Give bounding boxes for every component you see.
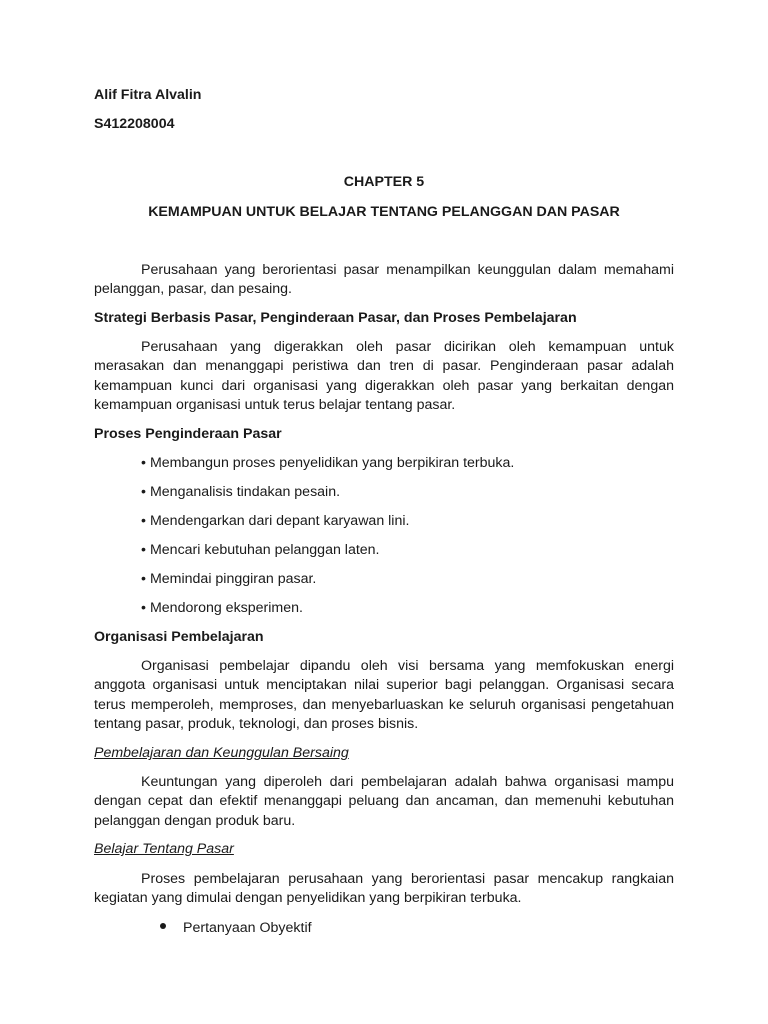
- list-item: Pertanyaan Obyektif: [160, 920, 312, 936]
- document-page: [94, 0, 674, 1024]
- learning-market-paragraph: Proses pembelajaran perusahaan yang berorientasi pasar mencakup rangkaian kegiatan yang dimulai dengan penyelidikan yang berpikiran terbuka.: [94, 871, 674, 907]
- chapter-title: KEMAMPUAN UNTUK BELAJAR TENTANG PELANGGAN DAN PASAR: [148, 204, 620, 220]
- strategy-paragraph: Perusahaan yang digerakkan oleh pasar dicirikan oleh kemampuan untuk merasakan dan menanggapi peristiwa dan tren di pasar. Penginderaan pasar adalah kemampuan kunci dari organisasi yang digerakkan oleh pasar yang berkaitan dengan kemampuan organisasi untuk terus belajar tentang pasar.: [94, 339, 674, 413]
- bullet-icon: •: [141, 513, 146, 529]
- list-item: • Menganalisis tindakan pesain.: [141, 484, 341, 500]
- section-heading-learning-org: Organisasi Pembelajaran: [94, 629, 264, 645]
- list-item: • Memindai pinggiran pasar.: [141, 571, 317, 587]
- bullet-icon: •: [141, 600, 146, 616]
- bullet-icon: •: [141, 542, 146, 558]
- author-name: Alif Fitra Alvalin: [94, 87, 202, 103]
- list-item: • Mendengarkan dari depant karyawan lini.: [141, 513, 410, 529]
- subheading-learning-market: Belajar Tentang Pasar: [94, 841, 234, 857]
- section-heading-sensing: Proses Penginderaan Pasar: [94, 426, 282, 442]
- student-id: S412208004: [94, 116, 175, 132]
- bullet-icon: •: [141, 571, 146, 587]
- competitive-advantage-paragraph: Keuntungan yang diperoleh dari pembelajaran adalah bahwa organisasi mampu dengan cepat dan efektif menanggapi peluang dan ancaman, dan memenuhi kebutuhan pelanggan dengan produk baru.: [94, 774, 674, 829]
- bullet-icon: •: [141, 484, 146, 500]
- list-item: • Mencari kebutuhan pelanggan laten.: [141, 542, 380, 558]
- section-heading-strategy: Strategi Berbasis Pasar, Penginderaan Pasar, dan Proses Pembelajaran: [94, 310, 577, 326]
- intro-paragraph: Perusahaan yang berorientasi pasar menampilkan keunggulan dalam memahami pelanggan, pasar, dan pesaing.: [94, 262, 674, 298]
- list-item: • Mendorong eksperimen.: [141, 600, 303, 616]
- bullet-icon: •: [141, 455, 146, 471]
- list-item: • Membangun proses penyelidikan yang berpikiran terbuka.: [141, 455, 515, 471]
- subheading-competitive-advantage: Pembelajaran dan Keunggulan Bersaing: [94, 745, 349, 761]
- chapter-number: CHAPTER 5: [343, 174, 425, 190]
- bullet-dot-icon: [160, 923, 166, 929]
- learning-org-paragraph: Organisasi pembelajar dipandu oleh visi bersama yang memfokuskan energi anggota organisasi untuk menciptakan nilai superior bagi pelanggan. Organisasi secara terus memperoleh, memproses, dan menyebarluaskan ke seluruh organisasi pengetahuan tentang pasar, produk, teknologi, dan proses bisnis.: [94, 658, 674, 732]
